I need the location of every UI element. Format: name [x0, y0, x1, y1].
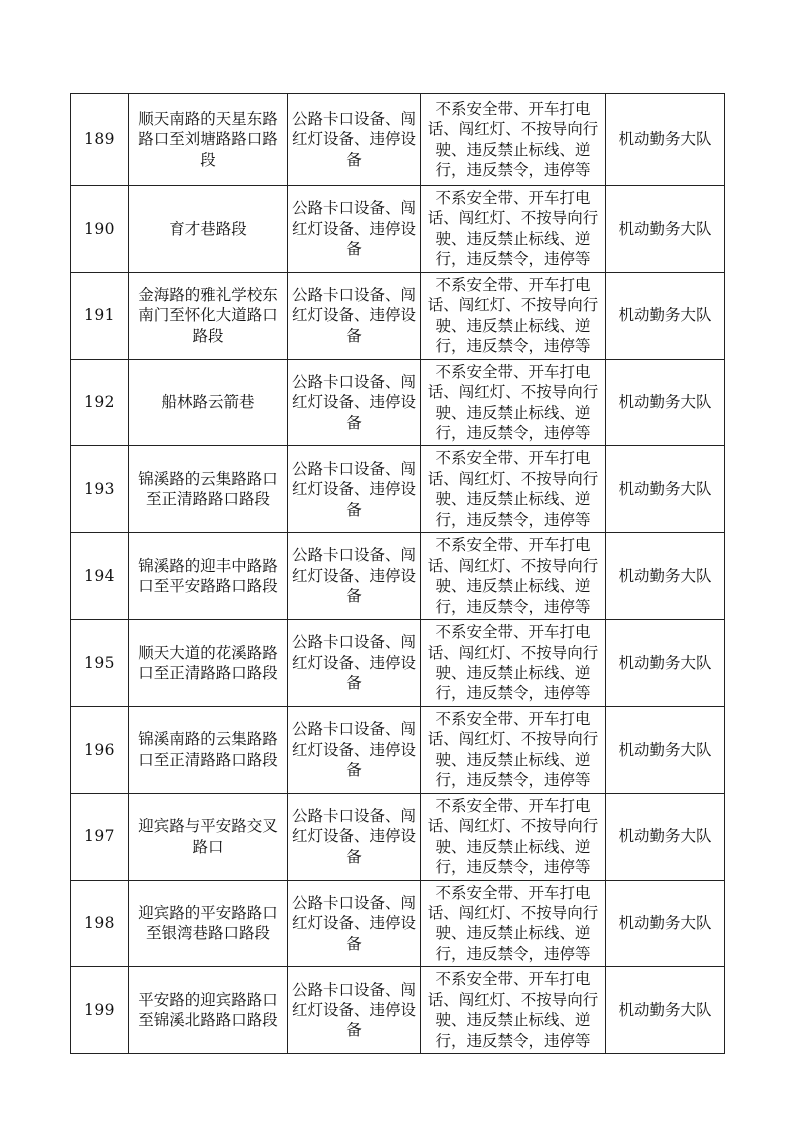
location-cell: 迎宾路的平安路路口至银湾巷路口路段 — [129, 880, 288, 967]
location-cell: 金海路的雅礼学校东南门至怀化大道路口路段 — [129, 272, 288, 359]
enforcement-locations-table — [70, 93, 725, 1054]
location-cell: 迎宾路与平安路交叉路口 — [129, 793, 288, 880]
row-index-cell: 189 — [71, 94, 129, 186]
row-index-cell: 198 — [71, 880, 129, 967]
violations-cell: 不系安全带、开车打电话、闯红灯、不按导向行驶、违反禁止标线、逆行，违反禁令，违停等 — [421, 94, 606, 186]
table-row — [71, 620, 725, 707]
unit-cell: 机动勤务大队 — [606, 94, 725, 186]
equipment-cell: 公路卡口设备、闯红灯设备、违停设备 — [288, 793, 421, 880]
equipment-cell: 公路卡口设备、闯红灯设备、违停设备 — [288, 967, 421, 1054]
table-row — [71, 533, 725, 620]
location-cell: 顺天南路的天星东路路口至刘塘路路口路段 — [129, 94, 288, 186]
table-body — [71, 94, 725, 1054]
equipment-cell: 公路卡口设备、闯红灯设备、违停设备 — [288, 533, 421, 620]
equipment-cell: 公路卡口设备、闯红灯设备、违停设备 — [288, 94, 421, 186]
location-cell: 育才巷路段 — [129, 186, 288, 273]
unit-cell: 机动勤务大队 — [606, 880, 725, 967]
row-index-cell: 199 — [71, 967, 129, 1054]
table-row — [71, 967, 725, 1054]
violations-cell: 不系安全带、开车打电话、闯红灯、不按导向行驶、违反禁止标线、逆行，违反禁令，违停等 — [421, 359, 606, 446]
table-row — [71, 446, 725, 533]
location-cell: 船林路云箭巷 — [129, 359, 288, 446]
row-index-cell: 192 — [71, 359, 129, 446]
unit-cell: 机动勤务大队 — [606, 446, 725, 533]
table-row — [71, 359, 725, 446]
row-index-cell: 197 — [71, 793, 129, 880]
table-row — [71, 793, 725, 880]
violations-cell: 不系安全带、开车打电话、闯红灯、不按导向行驶、违反禁止标线、逆行，违反禁令，违停等 — [421, 186, 606, 273]
equipment-cell: 公路卡口设备、闯红灯设备、违停设备 — [288, 880, 421, 967]
violations-cell: 不系安全带、开车打电话、闯红灯、不按导向行驶、违反禁止标线、逆行，违反禁令，违停等 — [421, 446, 606, 533]
table-row — [71, 272, 725, 359]
row-index-cell: 190 — [71, 186, 129, 273]
unit-cell: 机动勤务大队 — [606, 186, 725, 273]
violations-cell: 不系安全带、开车打电话、闯红灯、不按导向行驶、违反禁止标线、逆行，违反禁令，违停等 — [421, 620, 606, 707]
equipment-cell: 公路卡口设备、闯红灯设备、违停设备 — [288, 706, 421, 793]
unit-cell: 机动勤务大队 — [606, 359, 725, 446]
violations-cell: 不系安全带、开车打电话、闯红灯、不按导向行驶、违反禁止标线、逆行，违反禁令，违停等 — [421, 967, 606, 1054]
table-row — [71, 880, 725, 967]
equipment-cell: 公路卡口设备、闯红灯设备、违停设备 — [288, 272, 421, 359]
table-row — [71, 186, 725, 273]
row-index-cell: 195 — [71, 620, 129, 707]
equipment-cell: 公路卡口设备、闯红灯设备、违停设备 — [288, 620, 421, 707]
row-index-cell: 196 — [71, 706, 129, 793]
equipment-cell: 公路卡口设备、闯红灯设备、违停设备 — [288, 186, 421, 273]
unit-cell: 机动勤务大队 — [606, 533, 725, 620]
equipment-cell: 公路卡口设备、闯红灯设备、违停设备 — [288, 446, 421, 533]
location-cell: 锦溪路的云集路路口至正清路路口路段 — [129, 446, 288, 533]
violations-cell: 不系安全带、开车打电话、闯红灯、不按导向行驶、违反禁止标线、逆行，违反禁令，违停等 — [421, 533, 606, 620]
table-row — [71, 94, 725, 186]
unit-cell: 机动勤务大队 — [606, 620, 725, 707]
location-cell: 平安路的迎宾路路口至锦溪北路路口路段 — [129, 967, 288, 1054]
row-index-cell: 194 — [71, 533, 129, 620]
violations-cell: 不系安全带、开车打电话、闯红灯、不按导向行驶、违反禁止标线、逆行，违反禁令，违停等 — [421, 272, 606, 359]
violations-cell: 不系安全带、开车打电话、闯红灯、不按导向行驶、违反禁止标线、逆行，违反禁令，违停等 — [421, 793, 606, 880]
row-index-cell: 193 — [71, 446, 129, 533]
equipment-cell: 公路卡口设备、闯红灯设备、违停设备 — [288, 359, 421, 446]
unit-cell: 机动勤务大队 — [606, 706, 725, 793]
unit-cell: 机动勤务大队 — [606, 793, 725, 880]
row-index-cell: 191 — [71, 272, 129, 359]
location-cell: 锦溪南路的云集路路口至正清路路口路段 — [129, 706, 288, 793]
table-row — [71, 706, 725, 793]
unit-cell: 机动勤务大队 — [606, 272, 725, 359]
violations-cell: 不系安全带、开车打电话、闯红灯、不按导向行驶、违反禁止标线、逆行，违反禁令，违停等 — [421, 706, 606, 793]
location-cell: 锦溪路的迎丰中路路口至平安路路口路段 — [129, 533, 288, 620]
unit-cell: 机动勤务大队 — [606, 967, 725, 1054]
violations-cell: 不系安全带、开车打电话、闯红灯、不按导向行驶、违反禁止标线、逆行，违反禁令，违停等 — [421, 880, 606, 967]
location-cell: 顺天大道的花溪路路口至正清路路口路段 — [129, 620, 288, 707]
